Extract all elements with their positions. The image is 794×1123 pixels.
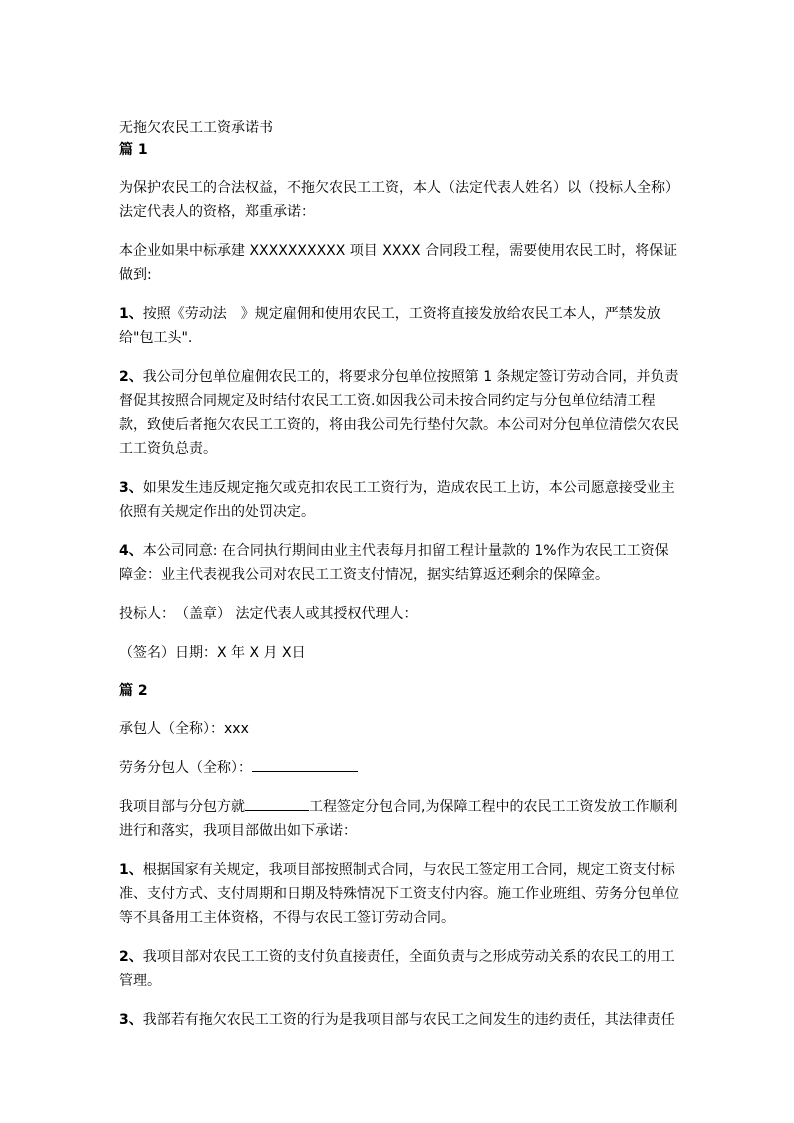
part1-item-3 [119, 476, 679, 524]
part1-item-2 [119, 365, 679, 461]
subcontractor-line [119, 756, 679, 780]
subcontractor-blank-field [252, 756, 358, 772]
subcontractor-label: 劳务分包人（全称）： [119, 760, 252, 776]
contractor-line: 承包人（全称）：xxx [119, 721, 249, 737]
item-number: 2、 [119, 949, 143, 965]
item-text: 按照《劳动法 》规定雇佣和使用农民工，工资将直接发放给农民工本人，严禁发放给"包工头". [119, 306, 661, 346]
signature-line: 投标人： （盖章） 法定代表人或其授权代理人： [119, 606, 418, 622]
document-body [119, 117, 679, 1032]
date-line: （签名）日期：X 年 X 月 X日 [119, 645, 306, 661]
item-text: 如果发生违反规定拖欠或克扣农民工工资行为，造成农民工上访，本公司愿意接受业主依照有关规定作出的处罚决定。 [119, 480, 675, 520]
part2-item-3 [119, 1008, 679, 1032]
item-text: 我部若有拖欠农民工工资的行为是我项目部与农民工之间发生的违约责任，其法律责任 [142, 1012, 675, 1028]
part2-item-2 [119, 945, 679, 993]
statement-after: 工程签定分包合同,为保障工程中的农民工工资发放工作顺利进行和落实，我项目部做出如下承诺： [119, 799, 678, 839]
statement-before: 我项目部与分包方就 [119, 799, 245, 815]
part1-intro-paragraph: 为保护农民工的合法权益，不拖欠农民工工资，本人（法定代表人姓名）以（投标人全称）法定代表人的资格，郑重承诺： [119, 180, 679, 220]
item-number: 1、 [119, 306, 143, 322]
part2-item-1 [119, 858, 679, 930]
project-name-blank-field [245, 795, 309, 811]
part2-heading: 篇 2 [119, 683, 148, 699]
item-text: 本公司同意: 在合同执行期间由业主代表每月扣留工程计量款的 1%作为农民工工资保障金：业主代表视我公司对农民工工资支付情况，据实结算返还剩余的保障金。 [119, 543, 669, 583]
document-title: 无拖欠农民工工资承诺书 [119, 120, 273, 136]
item-number: 3、 [119, 480, 143, 496]
item-number: 2、 [119, 369, 143, 385]
item-number: 1、 [119, 862, 143, 878]
item-number: 4、 [119, 543, 143, 559]
item-text: 我项目部对农民工工资的支付负直接责任，全面负责与之形成劳动关系的农民工的用工管理。 [119, 949, 675, 989]
part2-statement-paragraph [119, 795, 679, 843]
item-text: 根据国家有关规定，我项目部按照制式合同，与农民工签定用工合同，规定工资支付标准、支付方式、支付周期和日期及特殊情况下工资支付内容。施工作业班组、劳务分包单位等不具备用工主体资格，不得与农民工签订劳动合同。 [119, 862, 679, 926]
part1-heading: 篇 1 [119, 142, 148, 158]
part1-item-4 [119, 539, 679, 587]
part1-item-1 [119, 302, 679, 350]
part1-commitment-paragraph: 本企业如果中标承建 XXXXXXXXXX 项目 XXXX 合同段工程，需要使用农民工时，将保证做到: [119, 243, 678, 283]
item-number: 3、 [119, 1012, 143, 1028]
item-text: 我公司分包单位雇佣农民工的，将要求分包单位按照第 1 条规定签订劳动合同，并负责督促其按照合同规定及时结付农民工工资.如因我公司未按合同约定与分包单位结清工程款，致使后者拖欠农民工工资的，将由我公司先行垫付欠款。本公司对分包单位清偿欠农民工工资负总责。 [119, 369, 679, 457]
